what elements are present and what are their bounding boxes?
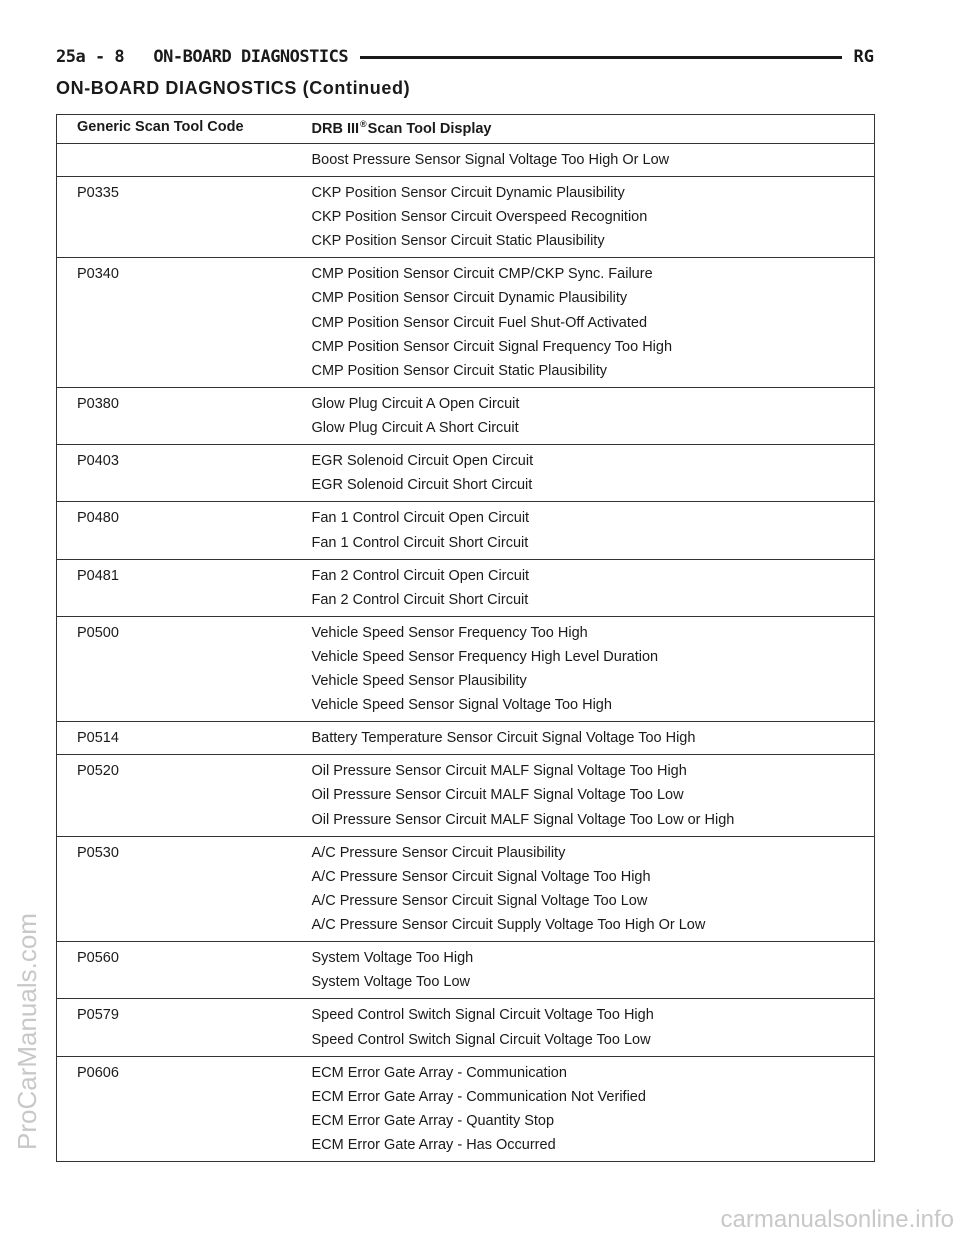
code-group <box>57 999 875 1056</box>
code-group <box>57 176 875 257</box>
fault-code: P0380 <box>77 395 119 412</box>
diagnostic-code-table <box>56 114 875 1162</box>
code-group <box>57 1056 875 1162</box>
display-text-line: CKP Position Sensor Circuit Dynamic Plausibility <box>311 184 625 201</box>
display-text-line: Fan 1 Control Circuit Open Circuit <box>311 510 530 527</box>
display-text-line: Fan 2 Control Circuit Open Circuit <box>311 567 530 584</box>
code-group <box>57 836 875 942</box>
column-header-display-post: Scan Tool Display <box>367 120 492 137</box>
display-text-cell <box>312 999 875 1056</box>
display-text-line: CKP Position Sensor Circuit Overspeed Recognition <box>311 209 648 226</box>
display-text-line: EGR Solenoid Circuit Short Circuit <box>311 477 533 494</box>
table-row <box>57 143 875 176</box>
display-text-cell <box>312 387 875 444</box>
table-row <box>57 445 875 502</box>
code-group <box>57 445 875 502</box>
page-header-left <box>56 47 348 67</box>
fault-code: P0579 <box>77 1007 119 1024</box>
display-text-line: Oil Pressure Sensor Circuit MALF Signal Voltage Too Low <box>311 787 684 804</box>
table-row <box>57 616 875 722</box>
code-group <box>57 502 875 559</box>
code-group <box>57 258 875 388</box>
display-text-line: Speed Control Switch Signal Circuit Voltage Too High <box>311 1007 654 1024</box>
table-row <box>57 387 875 444</box>
display-text-line: Vehicle Speed Sensor Signal Voltage Too High <box>311 697 612 714</box>
display-text-cell <box>312 722 875 755</box>
fault-code: P0520 <box>77 763 119 780</box>
code-group <box>57 942 875 999</box>
code-group <box>57 755 875 836</box>
table-row <box>57 176 875 257</box>
display-text-line: Oil Pressure Sensor Circuit MALF Signal Voltage Too High <box>311 763 687 780</box>
table-header-row <box>57 115 875 144</box>
code-group <box>57 387 875 444</box>
fault-code: P0335 <box>77 184 119 201</box>
registered-mark: ® <box>360 119 367 129</box>
fault-code: P0514 <box>77 730 119 747</box>
column-header-display <box>312 115 875 144</box>
fault-code: P0480 <box>77 510 119 527</box>
table-row <box>57 258 875 388</box>
display-text-line: ECM Error Gate Array - Communication <box>311 1064 567 1081</box>
header-rule <box>360 56 841 59</box>
code-group <box>57 616 875 722</box>
page-ref: 25a - 8 <box>56 47 125 67</box>
fault-code: P0481 <box>77 567 119 584</box>
fault-code: P0403 <box>77 453 119 470</box>
display-text-cell <box>312 445 875 502</box>
table-row <box>57 999 875 1056</box>
display-text-cell <box>312 616 875 722</box>
watermark-bottom: carmanualsonline.info <box>720 1206 954 1233</box>
display-text-line: Speed Control Switch Signal Circuit Voltage Too Low <box>311 1031 651 1048</box>
display-text-line: A/C Pressure Sensor Circuit Signal Voltage Too High <box>311 868 651 885</box>
display-text-cell <box>312 502 875 559</box>
display-text-line: Glow Plug Circuit A Open Circuit <box>311 395 520 412</box>
display-text-cell <box>312 143 875 176</box>
table-row <box>57 1056 875 1162</box>
display-text-line: System Voltage Too High <box>311 950 474 967</box>
page-header <box>56 46 874 68</box>
display-text-line: A/C Pressure Sensor Circuit Signal Voltage Too Low <box>311 893 648 910</box>
fault-code: P0560 <box>77 950 119 967</box>
display-text-cell <box>312 836 875 942</box>
display-text-cell <box>312 258 875 388</box>
chapter-title: ON-BOARD DIAGNOSTICS <box>153 47 349 67</box>
table-row <box>57 836 875 942</box>
model-code: RG <box>853 47 874 67</box>
display-text-line: Fan 2 Control Circuit Short Circuit <box>311 591 529 608</box>
fault-code <box>57 143 312 176</box>
table-row <box>57 942 875 999</box>
fault-code: P0340 <box>77 266 119 283</box>
display-text-line: CMP Position Sensor Circuit Static Plausibility <box>311 362 607 379</box>
display-text-line: Vehicle Speed Sensor Plausibility <box>311 673 527 690</box>
display-text-line: Battery Temperature Sensor Circuit Signal Voltage Too High <box>311 730 696 747</box>
table-row <box>57 502 875 559</box>
fault-code: P0606 <box>77 1064 119 1081</box>
table-row <box>57 755 875 836</box>
display-text-cell <box>312 176 875 257</box>
fault-code: P0500 <box>77 624 119 641</box>
code-group <box>57 722 875 755</box>
watermark-side: ProCarManuals.com <box>12 913 42 1150</box>
display-text-line: EGR Solenoid Circuit Open Circuit <box>311 453 534 470</box>
display-text-line: CMP Position Sensor Circuit Dynamic Plausibility <box>311 290 628 307</box>
display-text-line: Vehicle Speed Sensor Frequency High Level Duration <box>311 648 659 665</box>
table-row <box>57 722 875 755</box>
display-text-line: CMP Position Sensor Circuit Fuel Shut-Off Activated <box>311 314 648 331</box>
display-text-line: ECM Error Gate Array - Has Occurred <box>311 1137 556 1154</box>
display-text-line: Vehicle Speed Sensor Frequency Too High <box>311 624 588 641</box>
display-text-line: CKP Position Sensor Circuit Static Plausibility <box>311 233 605 250</box>
display-text-line: A/C Pressure Sensor Circuit Plausibility <box>311 844 566 861</box>
display-text-line: ECM Error Gate Array - Quantity Stop <box>311 1112 555 1129</box>
display-text-line: ECM Error Gate Array - Communication Not Verified <box>311 1088 646 1105</box>
column-header-display-pre: DRB III <box>311 120 360 137</box>
column-header-code: Generic Scan Tool Code <box>57 115 312 144</box>
code-group <box>57 143 875 176</box>
display-text-cell <box>312 1056 875 1162</box>
display-text-line: Fan 1 Control Circuit Short Circuit <box>311 534 529 551</box>
display-text-line: CMP Position Sensor Circuit CMP/CKP Sync. Failure <box>311 266 653 283</box>
display-text-line: CMP Position Sensor Circuit Signal Frequency Too High <box>311 338 673 355</box>
display-text-line: System Voltage Too Low <box>311 974 471 991</box>
fault-code: P0530 <box>77 844 119 861</box>
display-text-line: Oil Pressure Sensor Circuit MALF Signal Voltage Too Low or High <box>311 811 735 828</box>
display-text-cell <box>312 559 875 616</box>
code-group <box>57 559 875 616</box>
display-text-cell <box>312 942 875 999</box>
display-text-cell <box>312 755 875 836</box>
display-text-line: Boost Pressure Sensor Signal Voltage Too High Or Low <box>311 151 670 168</box>
section-title: ON-BOARD DIAGNOSTICS (Continued) <box>56 78 411 98</box>
display-text-line: Glow Plug Circuit A Short Circuit <box>311 420 519 437</box>
display-text-line: A/C Pressure Sensor Circuit Supply Voltage Too High Or Low <box>311 917 706 934</box>
table-row <box>57 559 875 616</box>
